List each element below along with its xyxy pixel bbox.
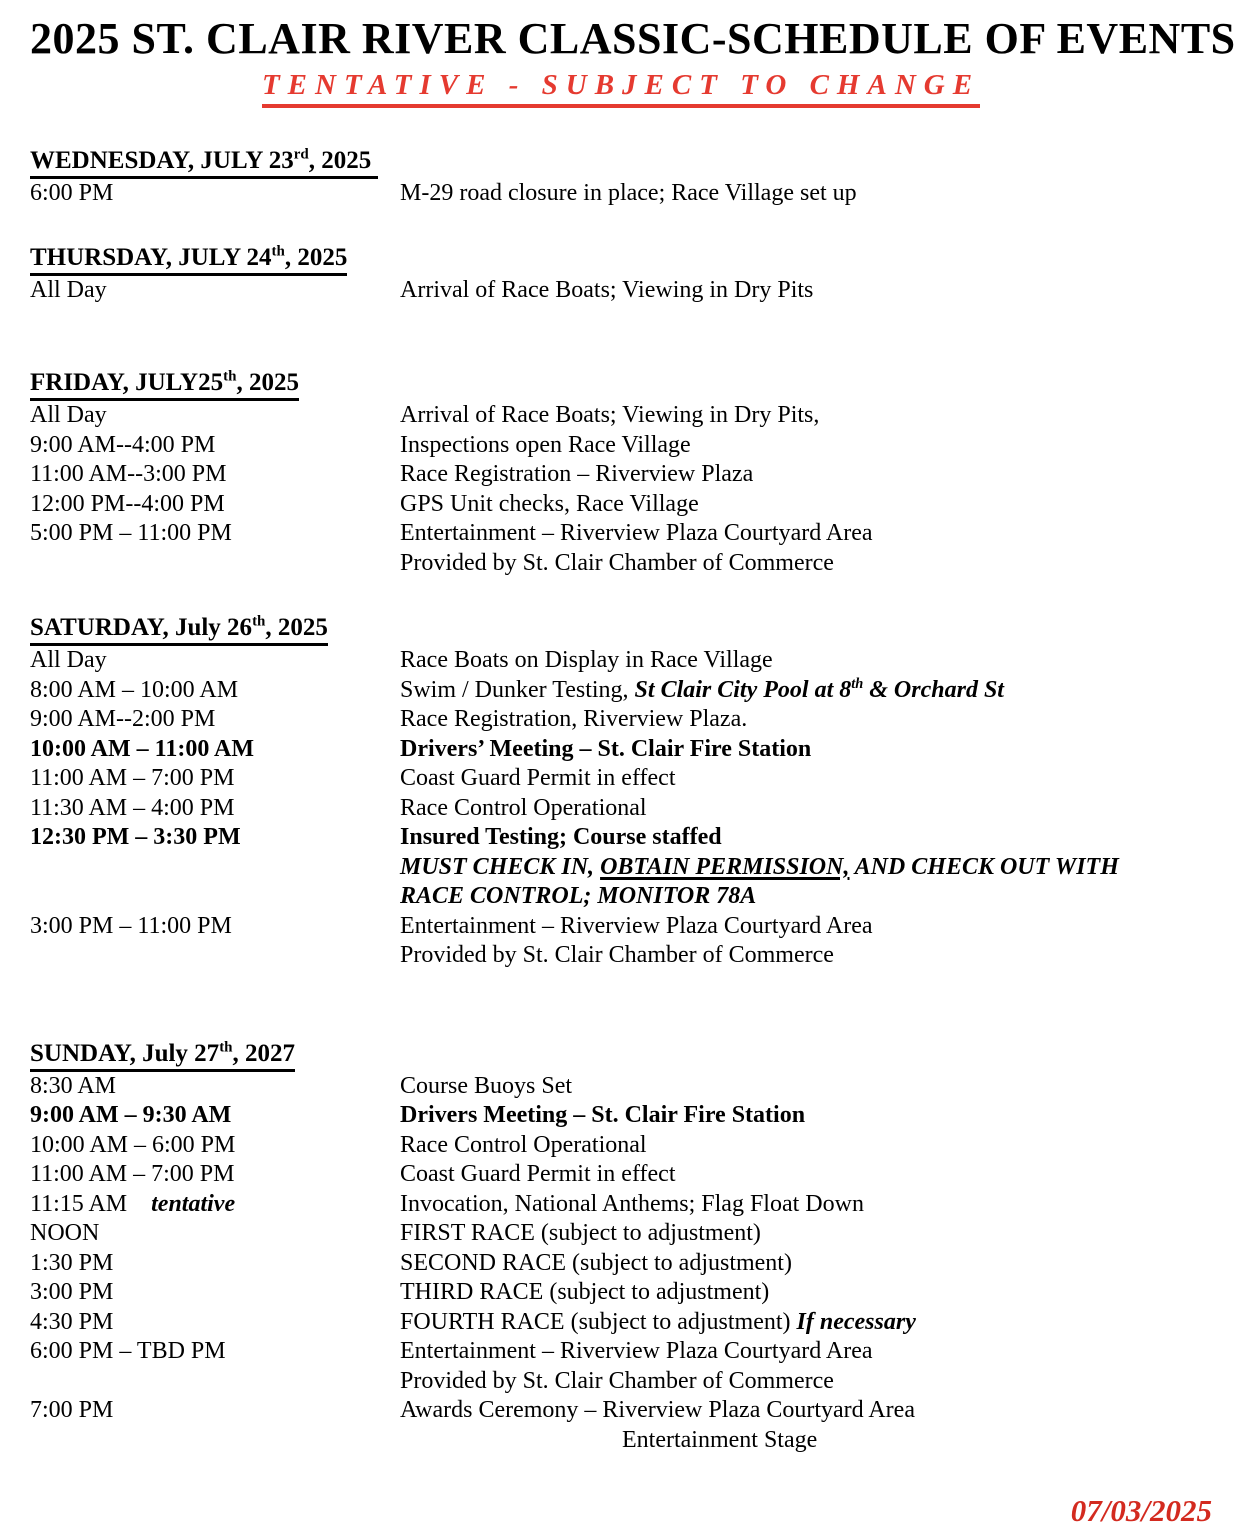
text-segment: If necessary [796, 1308, 916, 1335]
schedule-section [30, 1038, 1212, 1456]
event-description [400, 276, 1212, 306]
text-segment: th [271, 243, 285, 260]
section-day-heading-text [30, 1038, 295, 1072]
event-description [400, 1249, 1212, 1279]
tentative-notice: TENTATIVE - SUBJECT TO CHANGE [262, 69, 980, 108]
text-segment: 9:00 AM--4:00 PM [30, 431, 216, 458]
section-day-heading-text [30, 367, 299, 401]
text-segment: NOON [30, 1220, 100, 1247]
event-description [400, 549, 1212, 579]
text-segment: th [219, 1039, 233, 1056]
text-segment: THURSDAY, JULY 24 [30, 243, 272, 271]
text-segment: AND CHECK OUT WITH [849, 853, 1119, 880]
schedule-row [30, 646, 1212, 676]
event-time [30, 401, 400, 431]
schedule-row [30, 1160, 1212, 1190]
text-segment: , 2025 [236, 369, 299, 397]
event-description [400, 1219, 1212, 1249]
text-segment: Awards Ceremony – Riverview Plaza Courtyard Area [400, 1397, 915, 1424]
event-description [400, 1131, 1212, 1161]
text-segment: RACE CONTROL; MONITOR 78A [400, 883, 757, 910]
text-segment: SECOND RACE (subject to adjustment) [400, 1249, 792, 1276]
event-description [400, 1396, 1212, 1426]
schedule-row [30, 735, 1212, 765]
text-segment: Entertainment – Riverview Plaza Courtyard Area [400, 1338, 873, 1365]
text-segment: All Day [30, 402, 107, 429]
text-segment: , 2025 [284, 243, 348, 271]
event-time [30, 519, 400, 549]
event-time [30, 794, 400, 824]
text-segment: OBTAIN PERMISSION, [600, 853, 850, 880]
text-segment: 11:00 AM – 7:00 PM [30, 1161, 235, 1188]
event-time [30, 853, 400, 883]
event-description [400, 1190, 1212, 1220]
text-segment: SATURDAY, July 26 [30, 614, 253, 642]
schedule-row [30, 941, 1212, 971]
schedule-section [30, 367, 1212, 578]
text-segment: MUST CHECK IN, [400, 853, 601, 880]
event-description [400, 1101, 1212, 1131]
event-description [400, 431, 1212, 461]
schedule-row [30, 1426, 1212, 1456]
event-time [30, 882, 400, 912]
text-segment: Race Control Operational [400, 1131, 647, 1158]
schedule-row [30, 1101, 1212, 1131]
text-segment: 6:00 PM – TBD PM [30, 1338, 226, 1365]
schedule-row [30, 794, 1212, 824]
text-segment: Race Registration – Riverview Plaza [400, 461, 754, 488]
text-segment: All Day [30, 276, 107, 303]
schedule-row [30, 401, 1212, 431]
schedule-row [30, 519, 1212, 549]
event-description [400, 519, 1212, 549]
text-segment: FIRST RACE (subject to adjustment) [400, 1220, 761, 1247]
event-time [30, 764, 400, 794]
text-segment: 5:00 PM – 11:00 PM [30, 520, 232, 547]
text-segment: rd [293, 146, 309, 163]
event-description [400, 853, 1212, 883]
schedule-row [30, 1190, 1212, 1220]
event-time [30, 1278, 400, 1308]
text-segment: & Orchard St [863, 676, 1004, 703]
text-segment: Race Control Operational [400, 794, 647, 821]
event-time [30, 676, 400, 706]
text-segment: Drivers’ Meeting – St. Clair Fire Station [400, 735, 812, 762]
schedule-row [30, 1249, 1212, 1279]
text-segment: All Day [30, 647, 107, 674]
text-segment: WEDNESDAY, JULY 23 [30, 147, 294, 175]
text-segment: 11:00 AM – 7:00 PM [30, 765, 235, 792]
text-segment: 7:00 PM [30, 1397, 114, 1424]
event-description [400, 490, 1212, 520]
event-time [30, 646, 400, 676]
text-segment: tentative [151, 1190, 236, 1217]
event-description [400, 705, 1212, 735]
text-segment: Coast Guard Permit in effect [400, 765, 676, 792]
text-segment: Provided by St. Clair Chamber of Commerce [400, 942, 834, 969]
schedule-section [30, 145, 1212, 209]
text-segment: Insured Testing; Course staffed [400, 824, 722, 851]
text-segment: FOURTH RACE (subject to adjustment) [400, 1308, 797, 1335]
section-day-heading-text [30, 242, 347, 276]
event-description [400, 1337, 1212, 1367]
text-segment: 11:00 AM--3:00 PM [30, 461, 227, 488]
section-day-heading-text [30, 612, 328, 646]
schedule-row [30, 490, 1212, 520]
event-description [400, 460, 1212, 490]
text-segment: SUNDAY, July 27 [30, 1039, 220, 1067]
schedule-row [30, 1337, 1212, 1367]
event-time [30, 549, 400, 579]
event-description [400, 764, 1212, 794]
event-description [400, 912, 1212, 942]
schedule-row [30, 764, 1212, 794]
event-time [30, 705, 400, 735]
schedule-row [30, 853, 1212, 883]
text-segment: Arrival of Race Boats; Viewing in Dry Pits [400, 276, 814, 303]
text-segment: 10:00 AM – 6:00 PM [30, 1131, 236, 1158]
text-segment: Inspections open Race Village [400, 431, 691, 458]
event-time [30, 1249, 400, 1279]
schedule-row [30, 431, 1212, 461]
section-day-heading [30, 242, 1212, 276]
schedule-section [30, 242, 1212, 306]
schedule-row [30, 1072, 1212, 1102]
event-time [30, 1072, 400, 1102]
event-time [30, 460, 400, 490]
schedule-section [30, 612, 1212, 971]
event-description [400, 646, 1212, 676]
text-segment: 12:00 PM--4:00 PM [30, 490, 225, 517]
event-time [30, 735, 400, 765]
event-time [30, 1308, 400, 1338]
text-segment: , 2025 [308, 147, 378, 175]
text-segment: 3:00 PM – 11:00 PM [30, 912, 232, 939]
event-description [400, 882, 1212, 912]
schedule-row [30, 882, 1212, 912]
text-segment: 11:30 AM – 4:00 PM [30, 794, 235, 821]
event-time [30, 823, 400, 853]
schedule-row [30, 676, 1212, 706]
event-time [30, 1426, 400, 1456]
event-description [400, 676, 1212, 706]
subtitle-container [30, 69, 1212, 108]
text-segment: Race Boats on Display in Race Village [400, 647, 773, 674]
schedule-row [30, 912, 1212, 942]
event-description [400, 1160, 1212, 1190]
text-segment: th [252, 613, 266, 630]
text-segment: 8:00 AM – 10:00 AM [30, 676, 239, 703]
text-segment: Invocation, National Anthems; Flag Float Down [400, 1190, 864, 1217]
event-time [30, 1190, 400, 1220]
event-description [400, 823, 1212, 853]
schedule-row [30, 1131, 1212, 1161]
event-time [30, 490, 400, 520]
schedule-row [30, 823, 1212, 853]
schedule-row [30, 1396, 1212, 1426]
event-time [30, 1396, 400, 1426]
event-description [400, 794, 1212, 824]
schedule-row [30, 705, 1212, 735]
event-time [30, 1131, 400, 1161]
revision-date: 07/03/2025 [1070, 1493, 1212, 1529]
text-segment: Provided by St. Clair Chamber of Commerce [400, 1367, 834, 1394]
text-segment: 3:00 PM [30, 1279, 114, 1306]
event-time [30, 912, 400, 942]
schedule-row [30, 1278, 1212, 1308]
schedule-row [30, 1367, 1212, 1397]
text-segment: 9:00 AM--2:00 PM [30, 706, 216, 733]
text-segment: St Clair City Pool at 8 [634, 676, 852, 703]
text-segment: 11:15 AM [30, 1190, 152, 1217]
section-day-heading [30, 1038, 1212, 1072]
text-segment: Swim / Dunker Testing, [400, 676, 635, 703]
text-segment: GPS Unit checks, Race Village [400, 490, 699, 517]
text-segment: Provided by St. Clair Chamber of Commerce [400, 549, 834, 576]
event-description [400, 179, 1212, 209]
text-segment: , 2027 [232, 1039, 296, 1067]
event-description [400, 735, 1212, 765]
text-segment: 4:30 PM [30, 1308, 114, 1335]
section-day-heading [30, 367, 1212, 401]
text-segment: 10:00 AM – 11:00 AM [30, 735, 254, 762]
text-segment: Entertainment Stage [622, 1426, 818, 1453]
text-segment: Entertainment – Riverview Plaza Courtyard Area [400, 912, 873, 939]
event-description [400, 941, 1212, 971]
schedule-row [30, 549, 1212, 579]
schedule-row [30, 276, 1212, 306]
event-description [400, 1278, 1212, 1308]
text-segment: M-29 road closure in place; Race Village set up [400, 180, 857, 207]
schedule-row [30, 1308, 1212, 1338]
text-segment: 1:30 PM [30, 1249, 114, 1276]
text-segment: , 2025 [265, 614, 328, 642]
text-segment: 9:00 AM – 9:30 AM [30, 1102, 232, 1129]
text-segment: 6:00 PM [30, 180, 114, 207]
section-day-heading [30, 612, 1212, 646]
event-time [30, 179, 400, 209]
text-segment: Drivers Meeting – St. Clair Fire Station [400, 1102, 806, 1129]
text-segment: 8:30 AM [30, 1072, 117, 1099]
text-segment: Entertainment – Riverview Plaza Courtyard Area [400, 520, 873, 547]
schedule-row [30, 179, 1212, 209]
section-day-heading-text [30, 145, 378, 179]
event-time [30, 1101, 400, 1131]
schedule-row [30, 1219, 1212, 1249]
text-segment: THIRD RACE (subject to adjustment) [400, 1279, 770, 1306]
text-segment: Course Buoys Set [400, 1072, 573, 1099]
text-segment: th [223, 368, 237, 385]
text-segment: Coast Guard Permit in effect [400, 1161, 676, 1188]
event-description [400, 401, 1212, 431]
event-time [30, 1219, 400, 1249]
event-time [30, 431, 400, 461]
text-segment: FRIDAY, JULY25 [30, 369, 224, 397]
event-description [400, 1367, 1212, 1397]
event-time [30, 1160, 400, 1190]
text-segment: Race Registration, Riverview Plaza. [400, 706, 748, 733]
event-time [30, 1337, 400, 1367]
event-time [30, 1367, 400, 1397]
text-segment: Arrival of Race Boats; Viewing in Dry Pits, [400, 402, 820, 429]
event-description [400, 1072, 1212, 1102]
schedule-sections [30, 145, 1212, 1455]
event-time [30, 276, 400, 306]
event-time [30, 941, 400, 971]
section-day-heading [30, 145, 1212, 179]
text-segment: 12:30 PM – 3:30 PM [30, 824, 241, 851]
schedule-row [30, 460, 1212, 490]
page-title: 2025 ST. CLAIR RIVER CLASSIC-SCHEDULE OF EVENTS [30, 14, 1236, 63]
text-segment: th [851, 675, 864, 692]
event-description [400, 1308, 1212, 1338]
event-description [400, 1426, 1212, 1456]
